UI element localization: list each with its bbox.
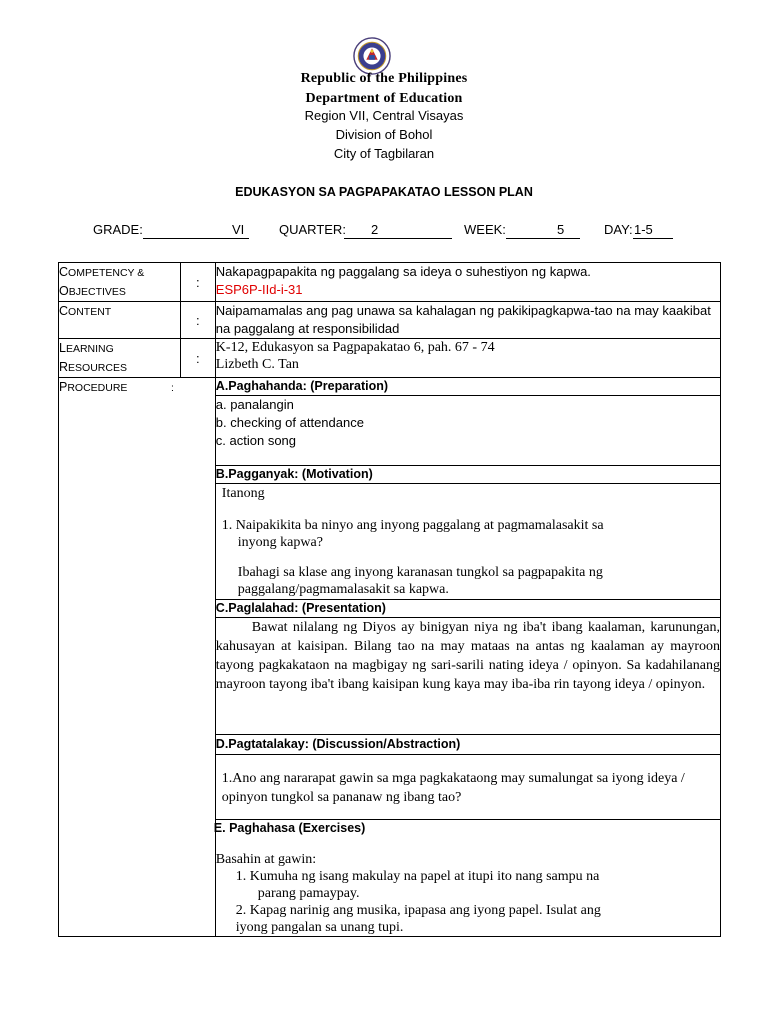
region-line: Region VII, Central Visayas [304,108,464,123]
procedure-label: PROCEDURE : [59,378,216,937]
lesson-plan-table [58,262,721,937]
resources-value [215,339,720,378]
motivation-share-cont: paggalang/pagmamalasakit sa kapwa. [237,582,449,597]
resources-row [59,339,721,378]
exercises-item-cont: parang pamaypay. [257,886,360,901]
day-value: 1-5 [634,222,653,237]
exercises-item-cont: iyong pangalan sa unang tupi. [235,920,404,935]
content-value: Naipamamalas ang pag unawa sa kahalagan ng pakikipagkapwa-tao na may kaakibat na paggalang at responsibilidad [215,302,720,339]
discussion-heading: D.Pagtatalakay: (Discussion/Abstraction) [215,735,720,755]
competency-text: Nakapagpapakita ng paggalang sa ideya o suhestiyon ng kapwa. [215,264,591,279]
exercises-item: 1. Kumuha ng isang makulay na papel at itupi ito nang sampu na [235,869,600,884]
motivation-share: Ibahagi sa klase ang inyong karanasan tungkol sa pagpapakita ng [237,565,603,580]
exercises-heading: E. Paghahasa (Exercises) [213,821,366,835]
exercises-item: 2. Kapag narinig ang musika, ipapasa ang iyong papel. Isulat ang [235,903,601,918]
grade-label: GRADE: [93,222,143,237]
quarter-label: QUARTER: [279,222,346,237]
preparation-item: b. checking of attendance [215,415,364,430]
motivation-heading: B.Pagganyak: (Motivation) [215,466,720,484]
preparation-item: c. action song [215,433,297,448]
competency-label: COMPETENCY & OBJECTIVES [59,263,181,302]
republic-heading: Republic of the Philippines [300,71,468,86]
resources-book: K-12, Edukasyon sa Pagpapakatao 6, pah. 67 - 74 [215,340,495,355]
motivation-question: 1. Naipakikita ba ninyo ang inyong paggalang at pagmamalasakit sa [221,518,604,533]
resources-label: LEARNING RESOURCES [59,339,181,378]
competency-code: ESP6P-IId-i-31 [215,282,303,297]
competency-colon: : [180,263,215,302]
motivation-question-cont: inyong kapwa? [237,535,323,550]
day-underline [633,238,673,239]
lesson-plan-title: EDUKASYON SA PAGPAPAKATAO LESSON PLAN [235,185,533,199]
preparation-item: a. panalangin [215,397,294,412]
preparation-heading: A.Paghahanda: (Preparation) [215,378,720,396]
department-heading: Department of Education [305,91,463,106]
competency-row [59,263,721,302]
discussion-body: 1.Ano ang nararapat gawin sa mga pagkakataong may sumalungat sa iyong ideya / opinyon tungkol sa pananaw ng ibang tao? [215,755,720,820]
competency-value [215,263,720,302]
quarter-underline [344,238,452,239]
week-underline [506,238,580,239]
week-label: WEEK: [464,222,506,237]
division-line: Division of Bohol [335,127,433,142]
content-colon: : [180,302,215,339]
motivation-body [215,484,720,600]
content-label: CONTENT [59,302,181,339]
quarter-value: 2 [371,222,379,237]
resources-colon: : [180,339,215,378]
presentation-heading: C.Paglalahad: (Presentation) [215,600,720,618]
grade-value: VI [232,222,245,237]
motivation-intro: Itanong [221,486,265,501]
grade-underline [143,238,249,239]
presentation-body: Bawat nilalang ng Diyos ay binigyan niya ng iba't ibang kaalaman, karunungan, kahusayan at kaisipan. Bilang tao na may mataas na antas ng kaalaman ay mayroon tayong pagkakataon na magbigay ng sari-sarili nating ideya / opinyon. Sa kadahilanang mayroon tayong iba't ibang kaisipan kung kaya may iba-iba rin tayong ideya / opinyon. [215,618,720,735]
content-row [59,302,721,339]
preparation-body [215,396,720,466]
day-label: DAY: [604,222,633,237]
city-line: City of Tagbilaran [333,146,435,161]
resources-author: Lizbeth C. Tan [215,357,299,372]
procedure-a-head-row [59,378,721,396]
exercises-intro: Basahin at gawin: [215,852,317,867]
exercises-cell [215,820,720,937]
week-value: 5 [557,222,565,237]
